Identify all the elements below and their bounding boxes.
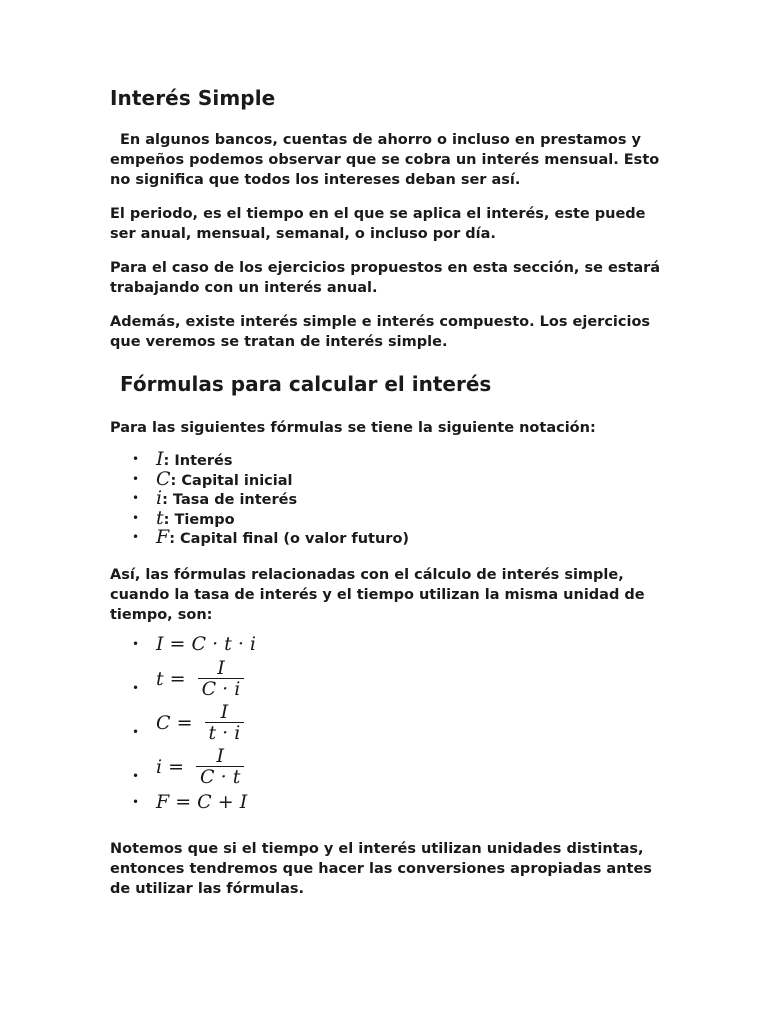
document-content	[110, 86, 670, 913]
notation-desc: : Tasa de interés	[162, 492, 298, 508]
fraction-denominator: C · t	[196, 766, 244, 787]
notation-item	[110, 489, 670, 509]
notation-desc: : Interés	[163, 453, 233, 469]
bullet-icon: •	[132, 636, 140, 651]
formula-lhs: i =	[156, 755, 185, 778]
bullet-icon: •	[132, 724, 140, 739]
paragraph-intro-3: Para el caso de los ejercicios propuestos en esta sección, se estará trabajando con un interés anual.	[110, 260, 661, 296]
notation-symbol: C	[156, 467, 171, 490]
formula-lhs: C =	[156, 711, 193, 734]
formula-text: I = C · t · i	[156, 632, 256, 655]
notation-symbol: i	[156, 487, 163, 509]
fraction-numerator: I	[220, 700, 229, 723]
fraction-denominator: t · i	[205, 722, 245, 743]
fraction-denominator: C · i	[198, 678, 245, 699]
section-heading-formulas: Fórmulas para calcular el interés	[120, 372, 492, 396]
formula-interest	[110, 631, 670, 657]
formula-lhs: t =	[156, 667, 186, 690]
fraction	[198, 656, 245, 700]
closing-paragraph: Notemos que si el tiempo y el interés utilizan unidades distintas, entonces tendremos que hacer las conversiones apropiadas antes de utilizar las fórmulas.	[110, 840, 652, 897]
notation-item	[110, 467, 670, 490]
bullet-icon: •	[132, 452, 140, 466]
fraction-numerator: I	[217, 656, 225, 679]
notation-desc: : Capital final (o valor futuro)	[169, 531, 410, 547]
paragraph-intro-1: En algunos bancos, cuentas de ahorro o incluso en prestamos y empeños podemos observar que se cobra un interés mensual. Esto no significa que todos los intereses deban ser así.	[110, 132, 660, 188]
paragraph-intro-2: El periodo, es el tiempo en el que se aplica el interés, este puede ser anual, mensual, semanal, o incluso por día.	[110, 206, 646, 242]
formula-capital	[110, 701, 670, 745]
formulas-intro: Así, las fórmulas relacionadas con el cálculo de interés simple, cuando la tasa de interés y el tiempo utilizan la misma unidad de tiempo, son:	[110, 566, 645, 623]
bullet-icon: •	[132, 530, 140, 544]
fraction	[205, 700, 245, 744]
bullet-icon: •	[132, 680, 140, 695]
bullet-icon: •	[132, 794, 140, 809]
notation-item	[110, 450, 670, 470]
notation-intro: Para las siguientes fórmulas se tiene la siguiente notación:	[110, 420, 596, 436]
page-title: Interés Simple	[110, 86, 276, 110]
notation-desc: : Tiempo	[163, 511, 235, 528]
bullet-icon: •	[132, 768, 140, 783]
notation-list	[110, 450, 670, 548]
bullet-icon: •	[132, 510, 140, 525]
fraction-numerator: I	[216, 744, 224, 767]
formula-final-capital	[110, 789, 670, 815]
notation-symbol: t	[156, 506, 164, 529]
formula-list	[110, 631, 670, 815]
paragraph-intro-4: Además, existe interés simple e interés compuesto. Los ejercicios que veremos se tratan de interés simple.	[110, 314, 651, 350]
notation-item	[110, 506, 670, 529]
notation-symbol: I	[156, 448, 164, 470]
notation-desc: : Capital inicial	[170, 472, 293, 489]
bullet-icon: •	[132, 471, 140, 486]
notation-item	[110, 528, 670, 548]
bullet-icon: •	[132, 491, 140, 505]
formula-time	[110, 657, 670, 701]
notation-symbol: F	[156, 526, 170, 548]
formula-text: F = C + I	[156, 790, 248, 813]
formula-rate	[110, 745, 670, 789]
fraction	[196, 744, 244, 788]
